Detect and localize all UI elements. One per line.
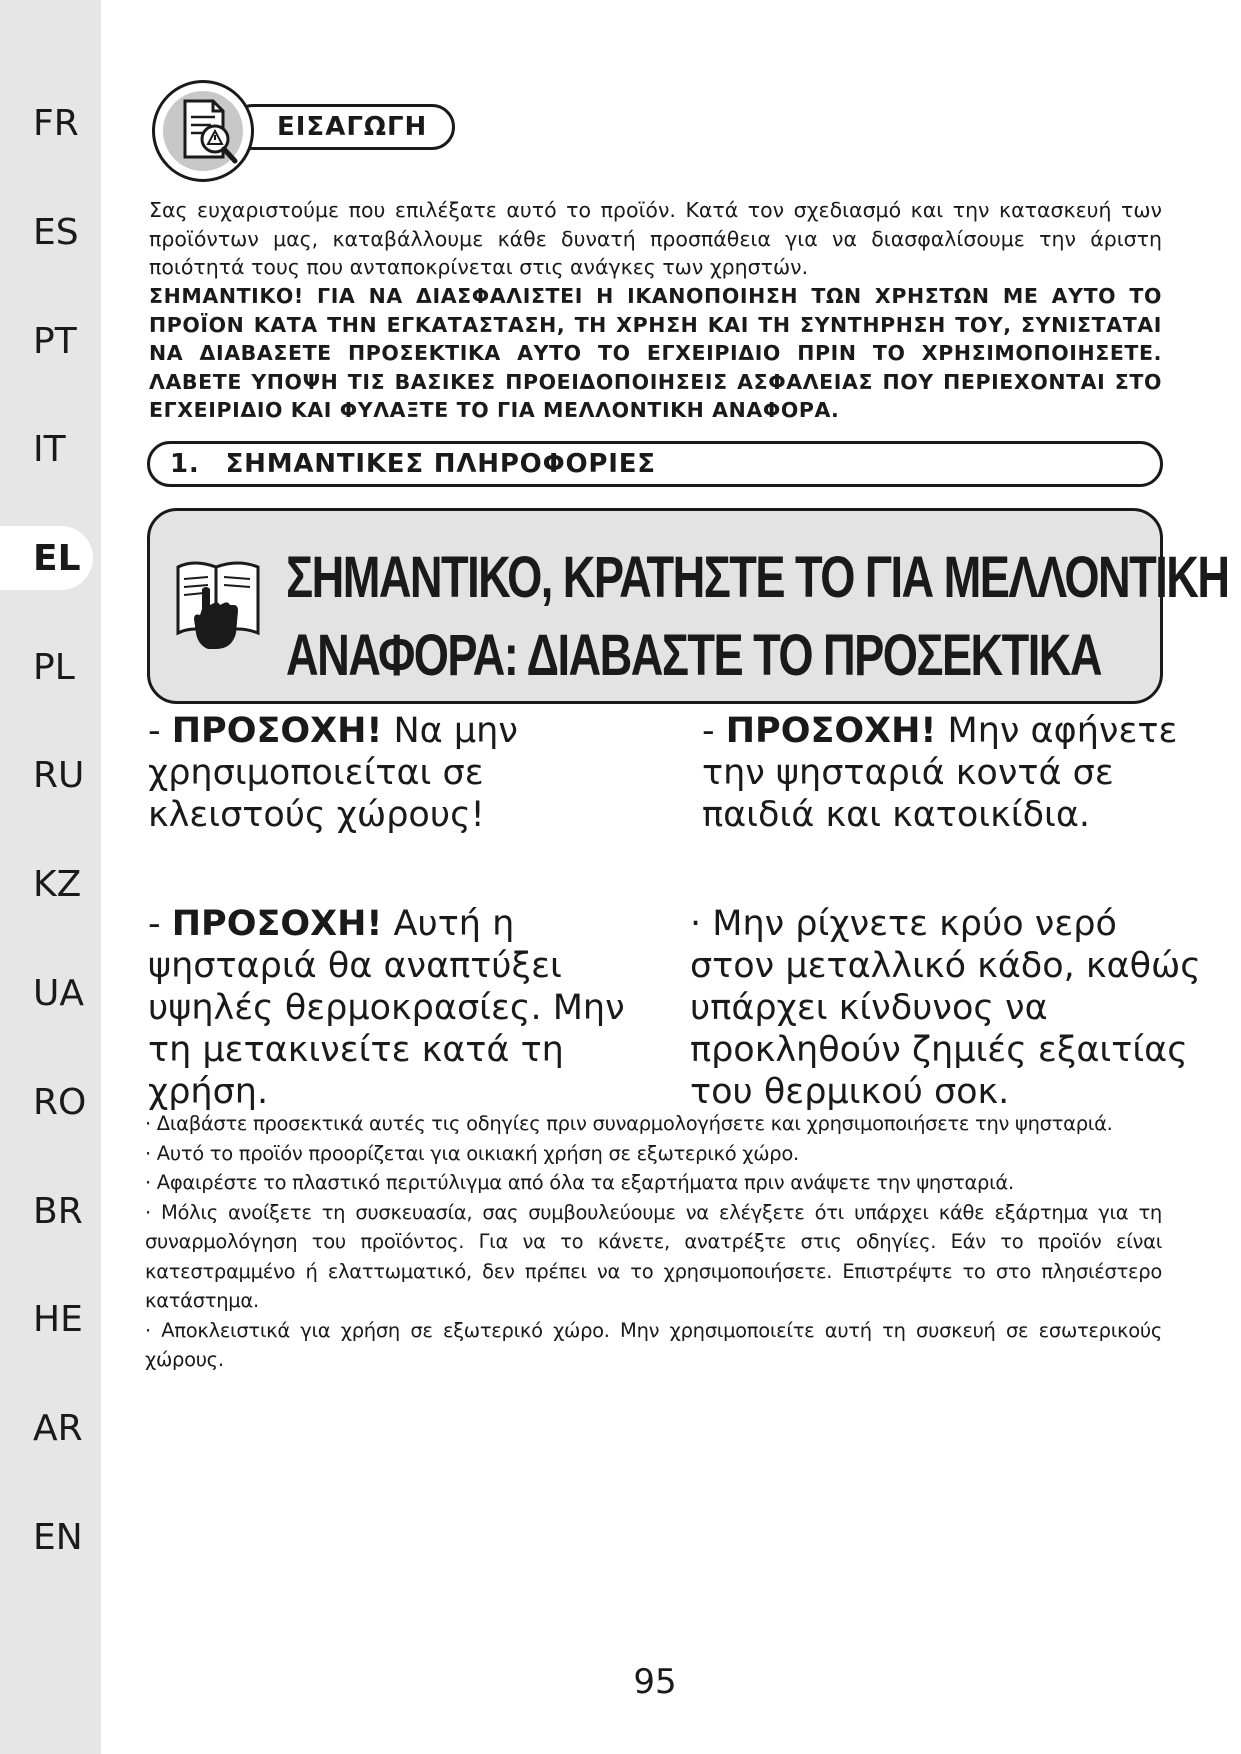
intro-paragraph: Σας ευχαριστούμε που επιλέξατε αυτό το προϊόν. Κατά τον σχεδιασμό και την κατασκευή των προϊόντων μας, καταβάλλουμε κάθε δυνατή προσπάθεια για να διασφαλίσουμε την άριστη ποιότητά τους που ανταποκρίνεται στις ανάγκες των χρηστών. — [149, 198, 1162, 279]
lang-tab-ar[interactable]: AR — [33, 1407, 83, 1449]
banner-line-2: ΑΝΑΦΟΡΑ: ΔΙΑΒΑΣΤΕ ΤΟ ΠΡΟΣΕΚΤΙΚΑ — [286, 623, 1101, 688]
list-item: · Διαβάστε προσεκτικά αυτές τις οδηγίες πριν συναρμολογήσετε και χρησιμοποιήσετε την ψησταριά. — [145, 1112, 1113, 1135]
list-item: · Μόλις ανοίξετε τη συσκευασία, σας συμβουλεύουμε να ελέγξετε ότι υπάρχει κάθε εξάρτημα για τη συναρμολόγηση του προϊόντος. Για να το κάνετε, ανατρέξτε στις οδηγίες. Εάν το προϊόν είναι κατεστραμμένο ή ελαττωματικό, δεν πρέπει να το χρησιμοποιήσετε. Επιστρέψτε το στο πλησιέστερο κατάστημα. — [145, 1200, 1162, 1312]
lang-tab-he[interactable]: HE — [33, 1298, 83, 1340]
section-title: ΣΗΜΑΝΤΙΚΕΣ ΠΛΗΡΟΦΟΡΙΕΣ — [225, 449, 656, 479]
lang-tab-en[interactable]: EN — [33, 1516, 83, 1558]
warning-text: Να μην χρησιμοποιείται σε κλειστούς χώρους! — [148, 711, 518, 835]
lang-tab-ru[interactable]: RU — [33, 754, 85, 796]
lang-tab-fr[interactable]: FR — [33, 102, 79, 144]
notes-list — [145, 1109, 1162, 1375]
list-item: · Αποκλειστικά για χρήση σε εξωτερικό χώρο. Μην χρησιμοποιείτε αυτή τη συσκευή σε εσωτερικούς χώρους. — [145, 1318, 1162, 1371]
lang-tab-ro[interactable]: RO — [33, 1081, 87, 1123]
intro-badge — [152, 80, 254, 182]
warning-label: ΠΡΟΣΟΧΗ! — [725, 711, 937, 751]
language-sidebar — [0, 0, 101, 1754]
page-number: 95 — [633, 1662, 677, 1702]
warning-text: Μην αφήνετε την ψησταριά κοντά σε παιδιά και κατοικίδια. — [702, 711, 1178, 835]
warning-dash: - — [148, 904, 172, 944]
warning-text: Αυτή η ψησταριά θα αναπτύξει υψηλές θερμοκρασίες. Μην τη μετακινείτε κατά τη χρήση. — [148, 904, 625, 1112]
lang-tab-pl[interactable]: PL — [33, 646, 75, 688]
banner-heading — [286, 539, 1229, 695]
warning-dash: - — [148, 711, 172, 751]
warning-children-pets — [702, 710, 1202, 836]
intro-title — [230, 104, 455, 150]
document-warning-magnifier-icon — [155, 83, 251, 179]
list-item: · Αυτό το προϊόν προορίζεται για οικιακή χρήση σε εξωτερικό χώρο. — [145, 1141, 799, 1165]
manual-hand-reading-icon — [172, 549, 264, 659]
warning-label: ΠΡΟΣΟΧΗ! — [171, 904, 383, 944]
warning-label: ΠΡΟΣΟΧΗ! — [171, 711, 383, 751]
lang-tab-ua[interactable]: UA — [33, 972, 84, 1014]
lang-tab-pt[interactable]: PT — [33, 320, 77, 362]
lang-tab-el-active[interactable]: EL — [0, 526, 93, 590]
banner-line-1: ΣΗΜΑΝΤΙΚΟ, ΚΡΑΤΗΣΤΕ ΤΟ ΓΙΑ ΜΕΛΛΟΝΤΙΚΗ — [286, 545, 1229, 610]
lang-tab-it[interactable]: IT — [33, 428, 66, 470]
warning-cold-water: · Μην ρίχνετε κρύο νερό στον μεταλλικό κάδο, καθώς υπάρχει κίνδυνος να προκληθούν ζημιές εξαιτίας του θερμικού σοκ. — [690, 904, 1201, 1112]
important-notice: ΣΗΜΑΝΤΙΚΟ! ΓΙΑ ΝΑ ΔΙΑΣΦΑΛΙΣΤΕΙ Η ΙΚΑΝΟΠΟΙΗΣΗ ΤΩΝ ΧΡΗΣΤΩΝ ΜΕ ΑΥΤΟ ΤΟ ΠΡΟΪΟΝ ΚΑΤΑ ΤΗΝ ΕΓΚΑΤΑΣΤΑΣΗ, ΤΗ ΧΡΗΣΗ ΚΑΙ ΤΗ ΣΥΝΤΗΡΗΣΗ ΤΟΥ, ΣΥΝΙΣΤΑΤΑΙ ΝΑ ΔΙΑΒΑΣΕΤΕ ΠΡΟΣΕΚΤΙΚΑ ΑΥΤΟ ΤΟ ΕΓΧΕΙΡΙΔΙΟ ΠΡΙΝ ΤΟ ΧΡΗΣΙΜΟΠΟΙΗΣΕΤΕ. ΛΑΒΕΤΕ ΥΠΟΨΗ ΤΙΣ ΒΑΣΙΚΕΣ ΠΡΟΕΙΔΟΠΟΙΗΣΕΙΣ ΑΣΦΑΛΕΙΑΣ ΠΟΥ ΠΕΡΙΕΧΟΝΤΑΙ ΣΤΟ ΕΓΧΕΙΡΙΔΙΟ ΚΑΙ ΦΥΛΑΞΤΕ ΤΟ ΓΙΑ ΜΕΛΛΟΝΤΙΚΗ ΑΝΑΦΟΡΑ. — [149, 284, 1162, 422]
lang-tab-br[interactable]: BR — [33, 1190, 83, 1232]
warning-closed-spaces — [148, 710, 668, 836]
warning-dash: - — [702, 711, 726, 751]
warning-high-temperature — [148, 903, 668, 1113]
lang-tab-kz[interactable]: KZ — [33, 863, 82, 905]
keep-for-reference-banner — [147, 508, 1229, 704]
list-item: · Αφαιρέστε το πλαστικό περιτύλιγμα από όλα τα εξαρτήματα πριν ανάψετε την ψησταριά. — [145, 1171, 1014, 1194]
section-number: 1. — [170, 449, 200, 479]
section-heading — [147, 441, 1163, 487]
lang-tab-es[interactable]: ES — [33, 211, 79, 253]
intro-title-text: ΕΙΣΑΓΩΓΗ — [277, 112, 428, 142]
